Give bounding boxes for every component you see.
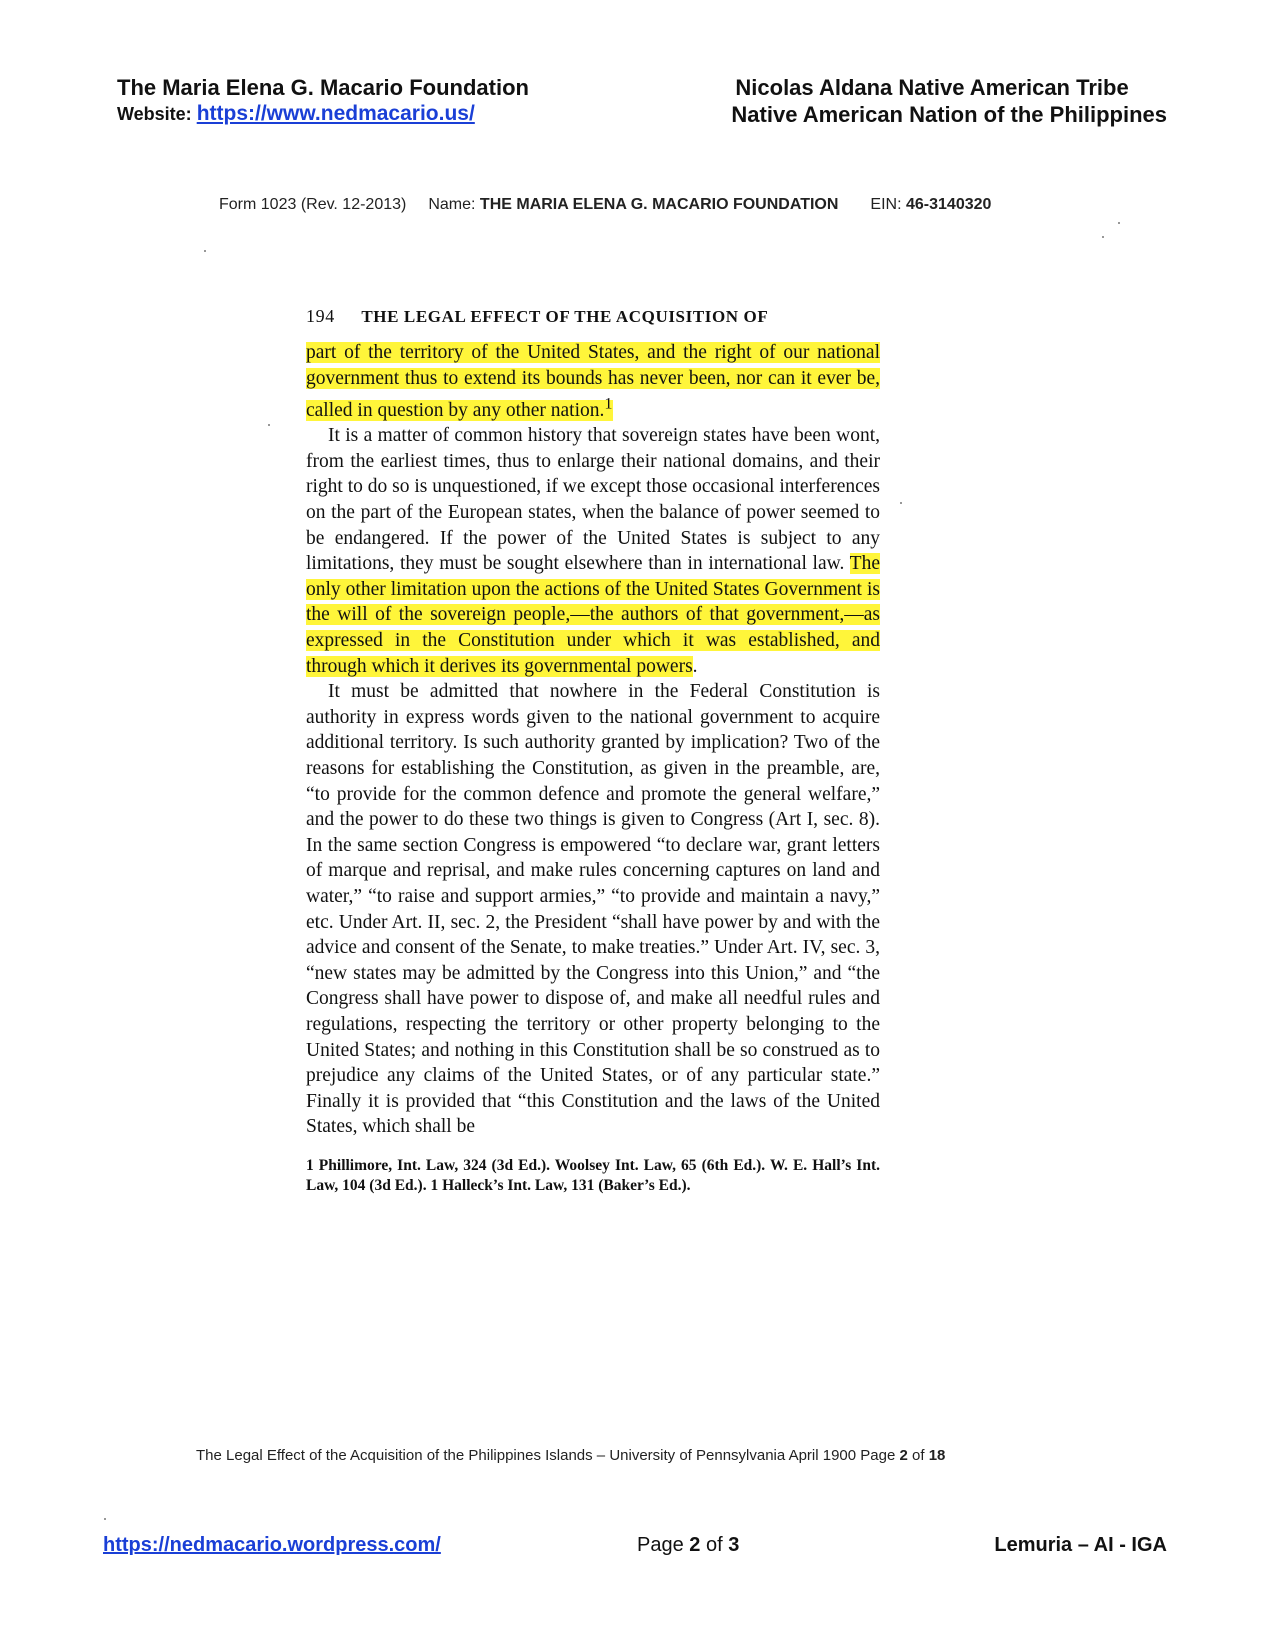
- nation-name: Native American Nation of the Philippines: [731, 102, 1167, 127]
- form-1023-line: [219, 196, 991, 214]
- org-name: The Maria Elena G. Macario Foundation: [117, 75, 529, 100]
- footnote-ref: 1: [604, 394, 613, 413]
- footnote: 1 Phillimore, Int. Law, 324 (3d Ed.). Woolsey Int. Law, 65 (6th Ed.). W. E. Hall’s Int. Law, 104 (3d Ed.). 1 Halleck’s Int. Law, 131 (Baker’s Ed.).: [306, 1156, 880, 1194]
- paragraph-3: It must be admitted that nowhere in the Federal Constitution is authority in express words given to the national government to acquire additional territory. Is such authority granted by implication? Two of the reasons for establishing the Constitution, as given in the preamble, are, “to provide for the common defence and promote the general welfare,” and the power to do these two things is given to Congress (Art I, sec. 8). In the same section Congress is empowered “to declare war, grant letters of marque and reprisal, and make rules concerning captures on land and water,” “to raise and support armies,” “to provide and maintain a navy,” etc. Under Art. II, sec. 2, the President “shall have power by and with the advice and consent of the Senate, to make treaties.” Under Art. IV, sec. 3, “new states may be admitted by the Congress into this Union,” and “the Congress shall have power to dispose of, and make all needful rules and regulations, respecting the territory or other property belonging to the United States; and nothing in this Constitution shall be so construed as to prejudice any claims of the United States, or of any particular state.” Finally it is provided that “this Constitution and the laws of the United States, which shall be: [306, 681, 880, 1138]
- paragraph-2: It is a matter of common history that sovereign states have been wont, from the earliest times, thus to enlarge their national domains, and their right to do so is unquestioned, if we except those occasional interferences on the part of the European states, when the balance of power seemed to be endangered. If the power of the United States is subject to any limitations, they must be sought elsewhere than in international law. The only other limitation upon the actions of the United States Government is the will of the sovereign people,—the authors of that government,—as expressed in the Constitution under which it was established, and through which it derives its governmental powers.: [306, 425, 880, 677]
- scan-speck: [1118, 222, 1120, 224]
- book-text: [306, 340, 880, 1140]
- book-page-number: 194: [306, 306, 335, 326]
- scan-speck: [900, 502, 902, 504]
- scan-speck: [204, 250, 206, 252]
- tribe-name: Nicolas Aldana Native American Tribe: [735, 75, 1129, 100]
- website-link[interactable]: https://www.nedmacario.us/: [196, 102, 475, 125]
- form-number: Form 1023 (Rev. 12-2013): [219, 196, 407, 213]
- scan-speck: [104, 1518, 106, 1520]
- scan-speck: [1102, 236, 1104, 238]
- scanned-book-page: [306, 306, 880, 1196]
- name-value: THE MARIA ELENA G. MACARIO FOUNDATION: [479, 196, 839, 213]
- doc-page: 2: [899, 1447, 908, 1464]
- footer-right-label: Lemuria – AI - IGA: [994, 1534, 1167, 1556]
- ein-value: 46-3140320: [906, 196, 992, 213]
- scan-speck: [268, 424, 270, 426]
- running-head: [306, 306, 880, 328]
- doc-total: 18: [928, 1447, 946, 1464]
- running-head-title: THE LEGAL EFFECT OF THE ACQUISITION OF: [361, 307, 769, 326]
- name-label: Name:: [428, 196, 476, 213]
- page-indicator: Page 2 of 3: [637, 1534, 740, 1556]
- blog-link-container: [103, 1534, 441, 1557]
- website-label: Website:: [117, 104, 192, 124]
- highlighted-passage-2: The only other limitation upon the actions of the United States Government is the will of the sovereign people,—the authors of that government,—as expressed in the Constitution under which it was established, and through which it derives its governmental powers: [306, 553, 880, 677]
- highlighted-passage-1: part of the territory of the United States, and the right of our national government thus to extend its bounds has never been, nor can it ever be, called in question by any other nation.$^1$: [306, 342, 880, 421]
- document-footer: The Legal Effect of the Acquisition of the Philippines Islands – University of Pennsylvania April 1900 Page 2 of 18: [196, 1447, 946, 1464]
- website-line: [117, 102, 529, 126]
- paragraph-2-plain: It is a matter of common history that sovereign states have been wont, from the earliest times, thus to enlarge their national domains, and their right to do so is unquestioned, if we except those occasional interferences on the part of the European states, when the balance of power seemed to be endangered. If the power of the United States is subject to any limitations, they must be sought elsewhere than in international law.: [306, 425, 880, 575]
- blog-link[interactable]: https://nedmacario.wordpress.com/: [103, 1534, 441, 1556]
- paragraph-1: [306, 340, 880, 423]
- header-left: [117, 74, 529, 126]
- ein-label: EIN:: [870, 196, 902, 213]
- header-right: [731, 74, 1167, 128]
